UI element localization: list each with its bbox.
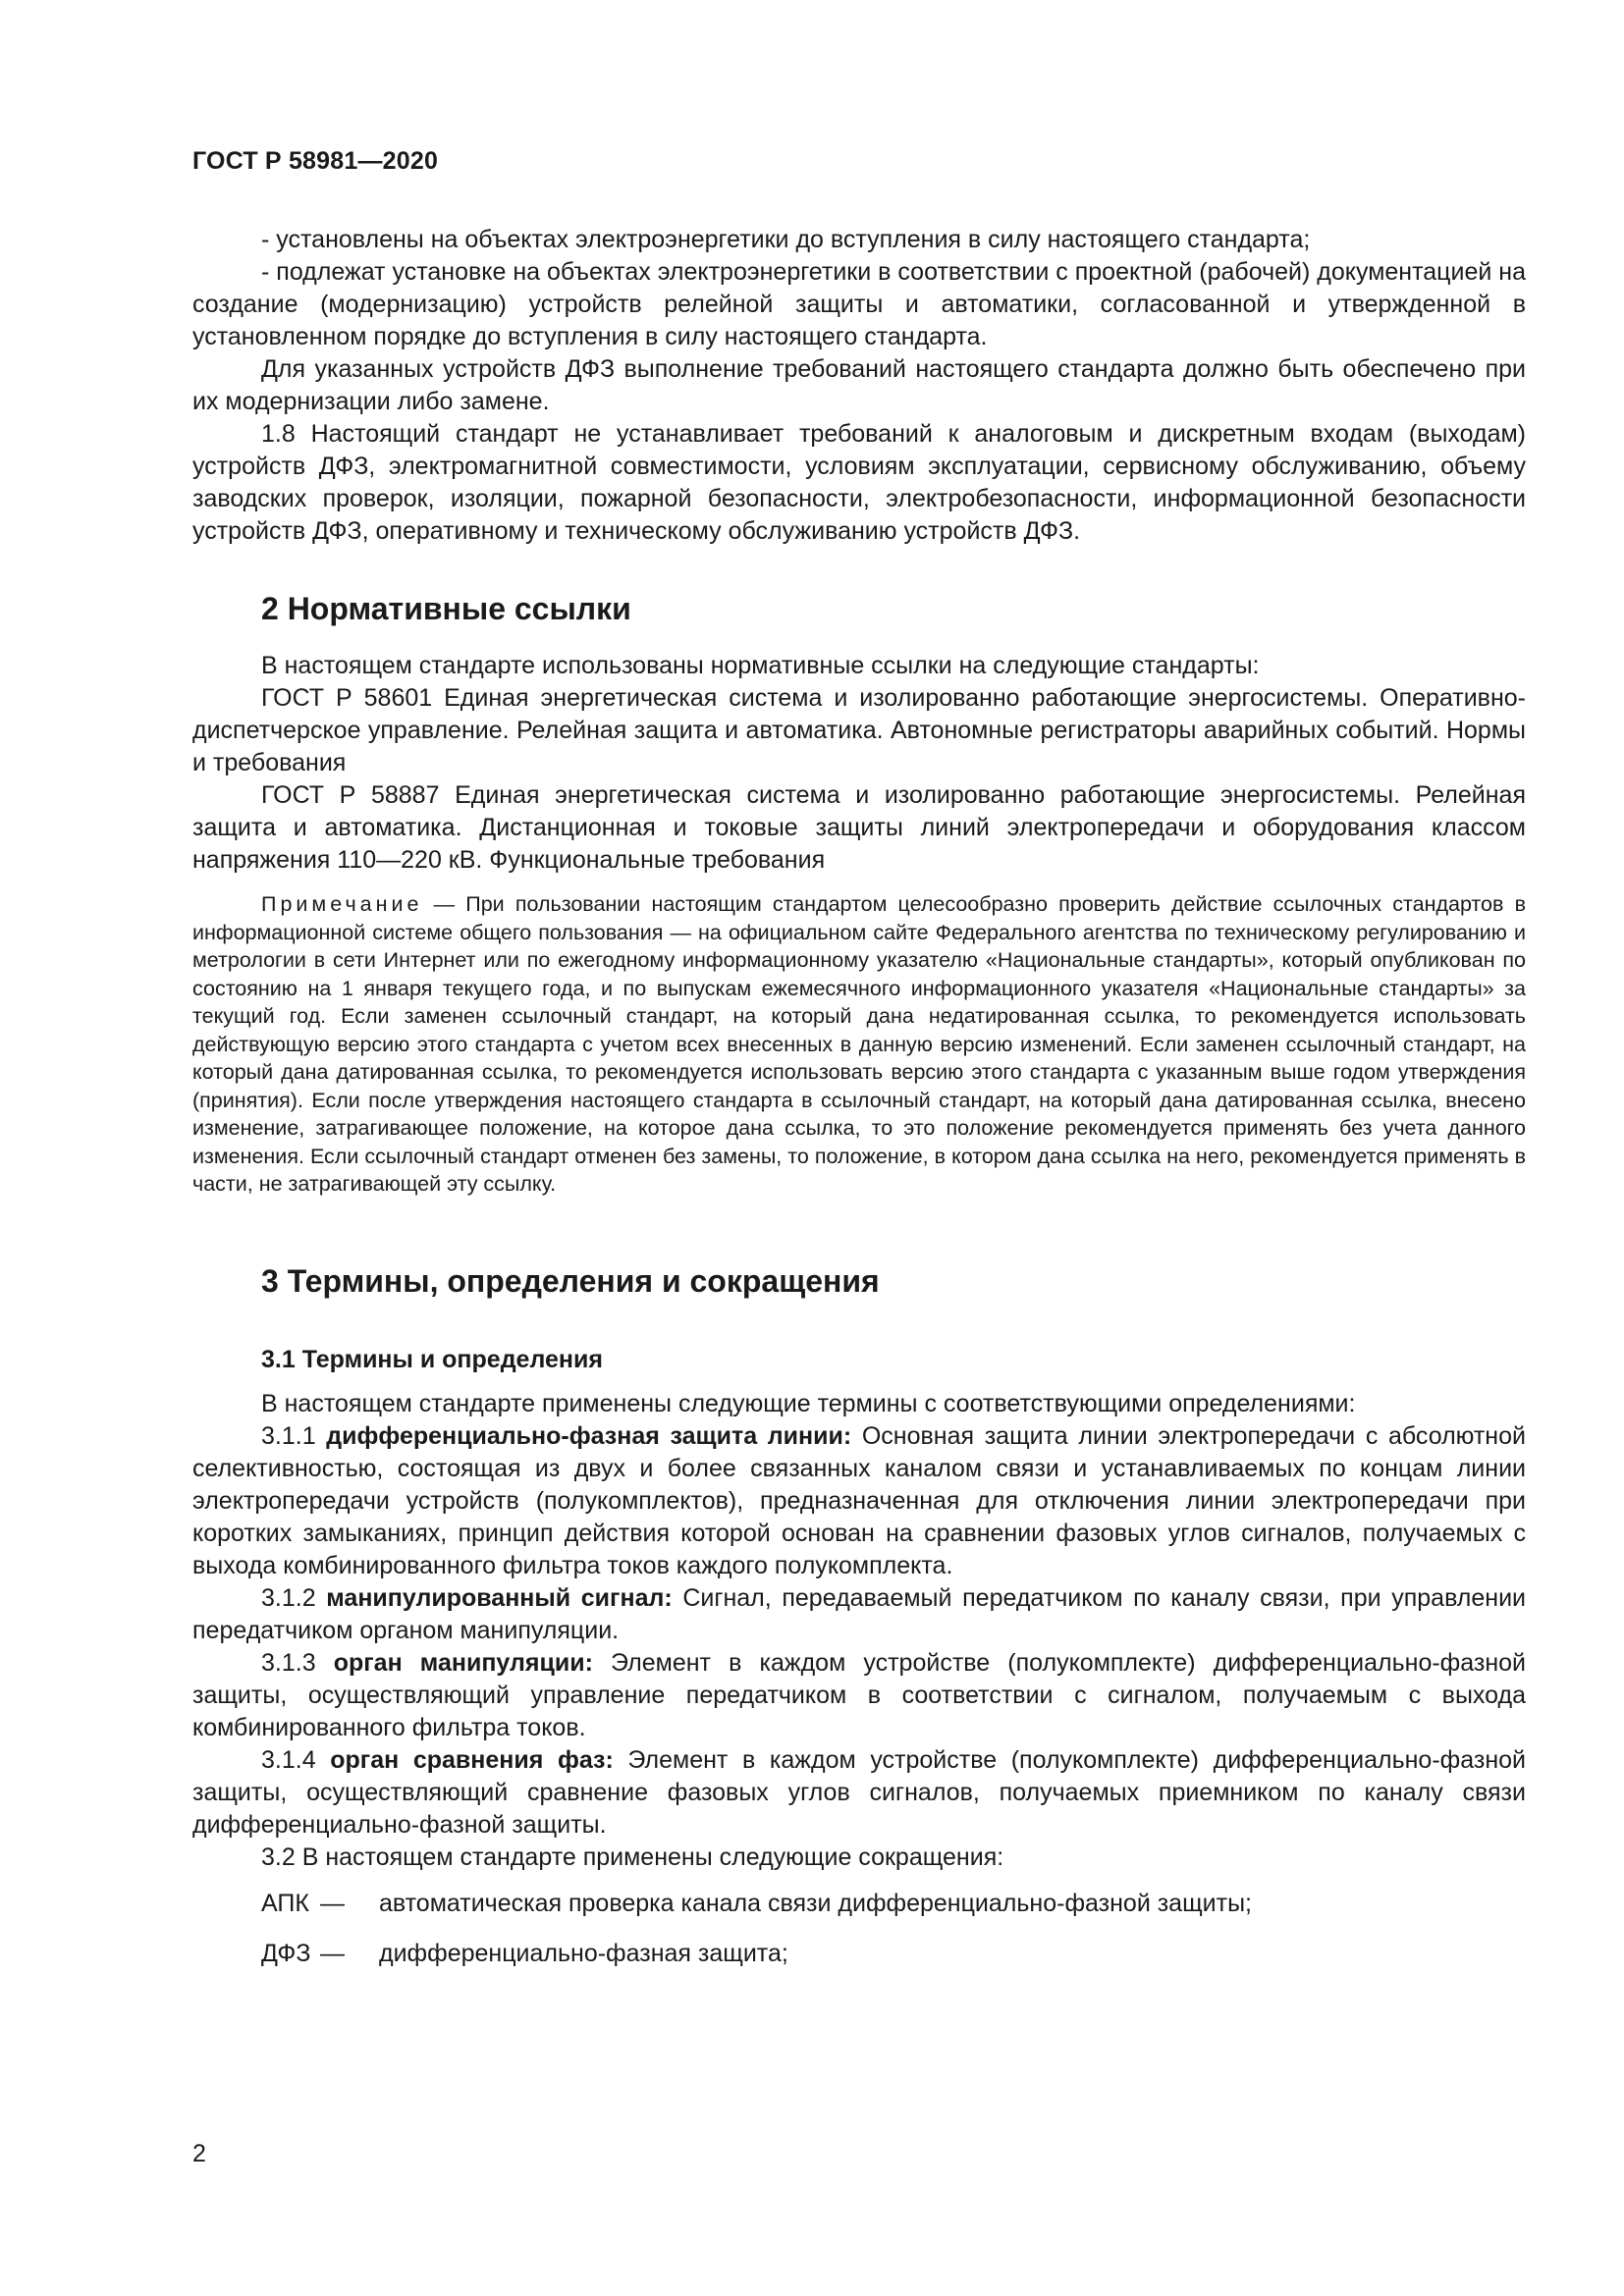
term-name: орган сравнения фаз: [330, 1745, 614, 1774]
term-number: 3.1.3 [261, 1648, 334, 1677]
term-number: 3.1.4 [261, 1745, 331, 1774]
page-number: 2 [192, 2140, 206, 2167]
section-3-title: 3 Термины, определения и сокращения [261, 1262, 880, 1299]
term-text: Элемент в каждом устройстве (полукомплекте) дифференциально-фазной защиты, осуществляющий сравнение фазовых углов сигналов, получаемых приемником по каналу связи дифференциально-фазной защиты. [192, 1745, 1526, 1839]
note-label: Примечание [261, 892, 423, 916]
paragraph: Для указанных устройств ДФЗ выполнение требований настоящего стандарта должно быть обеспечено при их модернизации либо замене. [192, 355, 1526, 415]
abbreviation-item [192, 1888, 1526, 1920]
abbreviation-dash: — [320, 1939, 345, 1967]
section-2-title: 2 Нормативные ссылки [261, 591, 631, 626]
paragraph: В настоящем стандарте применены следующие термины с соответствующими определениями: [261, 1389, 1356, 1417]
abbreviation-term: ДФЗ [261, 1939, 311, 1967]
note-text: — При пользовании настоящим стандартом целесообразно проверить действие ссылочных стандартов в информационной системе общего пользования — на официальном сайте Федерального агентства по техническому регулированию и метрологии в сети Интернет или по ежегодному информационному указателю «Национальные стандарты», который опубликован по состоянию на 1 января текущего года, и по выпускам ежемесячного информационного указателя «Национальные стандарты» за текущий год. Если заменен ссылочный стандарт, на который дана недатированная ссылка, то рекомендуется использовать действующую версию этого стандарта с учетом всех внесенных в данную версию изменений. Если заменен ссылочный стандарт, на который дана датированная ссылка, то рекомендуется использовать версию этого стандарта с указанным выше годом утверждения (принятия). Если после утверждения настоящего стандарта в ссылочный стандарт, на который дана датированная ссылка, внесено изменение, затрагивающее положение, на которое дана ссылка, то это положение рекомендуется применять без учета данного изменения. Если ссылочный стандарт отменен без замены, то положение, в котором дана ссылка на него, рекомендуется применять в части, не затрагивающей эту ссылку. [192, 892, 1526, 1196]
abbreviation-item [192, 1938, 1526, 1970]
paragraph: В настоящем стандарте использованы нормативные ссылки на следующие стандарты: [261, 652, 1260, 679]
note-block [192, 890, 1526, 1199]
term-text: Сигнал, передаваемый передатчиком по каналу связи, при управлении передатчиком органом манипуляции. [192, 1583, 1526, 1644]
reference-item: ГОСТ Р 58601 Единая энергетическая система и изолированно работающие энергосистемы. Оперативно-диспетчерское управление. Релейная защита и автоматика. Автономные регистраторы аварийных событий. Нормы и требования [192, 684, 1526, 776]
term-number: 3.1.1 [261, 1421, 327, 1450]
list-item: - установлены на объектах электроэнергетики до вступления в силу настоящего стандарта; [261, 226, 1311, 253]
term-name: дифференциально-фазная защита линии: [326, 1421, 852, 1450]
paragraph-1-8: 1.8 Настоящий стандарт не устанавливает требований к аналоговым и дискретным входам (выходам) устройств ДФЗ, электромагнитной совместимости, условиям эксплуатации, сервисному обслуживанию, объему заводских проверок, изоляции, пожарной безопасности, электробезопасности, информационной безопасности устройств ДФЗ, оперативному и техническому обслуживанию устройств ДФЗ. [192, 420, 1526, 545]
abbreviation-term: АПК [261, 1889, 309, 1917]
term-definition [192, 1582, 1526, 1647]
term-text: Основная защита линии электропередачи с абсолютной селективностью, состоящая из двух и более связанных каналом связи и устанавливаемых по концам линии электропередачи устройств (полукомплектов), предназначенная для отключения линии электропередачи при коротких замыканиях, принцип действия которой основан на сравнении фазовых углов сигналов, получаемых с выхода комбинированного фильтра токов каждого полукомплекта. [192, 1421, 1526, 1579]
subsection-3-1-title: 3.1 Термины и определения [261, 1345, 603, 1373]
term-name: манипулированный сигнал: [326, 1583, 673, 1612]
term-definition [192, 1420, 1526, 1582]
term-definition [192, 1744, 1526, 1842]
paragraph: 3.2 В настоящем стандарте применены следующие сокращения: [261, 1842, 1004, 1871]
list-item: - подлежат установке на объектах электроэнергетики в соответствии с проектной (рабочей) документацией на создание (модернизацию) устройств релейной защиты и автоматики, согласованной и утвержденной в установленном порядке до вступления в силу настоящего стандарта. [192, 258, 1526, 350]
reference-item: ГОСТ Р 58887 Единая энергетическая система и изолированно работающие энергосистемы. Релейная защита и автоматика. Дистанционная и токовые защиты линий электропередачи и оборудования классом напряжения 110—220 кВ. Функциональные требования [192, 781, 1526, 874]
abbreviation-definition: автоматическая проверка канала связи дифференциально-фазной защиты; [379, 1889, 1252, 1917]
term-text: Элемент в каждом устройстве (полукомплекте) дифференциально-фазной защиты, осуществляющий управление передатчиком в соответствии с сигналом, получаемым с выхода комбинированного фильтра токов. [192, 1648, 1527, 1741]
page-content [192, 224, 1526, 1970]
term-name: орган манипуляции: [333, 1648, 593, 1677]
abbreviation-definition: дифференциально-фазная защита; [379, 1939, 788, 1967]
document-code-header: ГОСТ Р 58981—2020 [192, 147, 439, 175]
abbreviation-dash: — [320, 1889, 345, 1917]
term-number: 3.1.2 [261, 1583, 327, 1612]
term-definition [192, 1647, 1526, 1744]
